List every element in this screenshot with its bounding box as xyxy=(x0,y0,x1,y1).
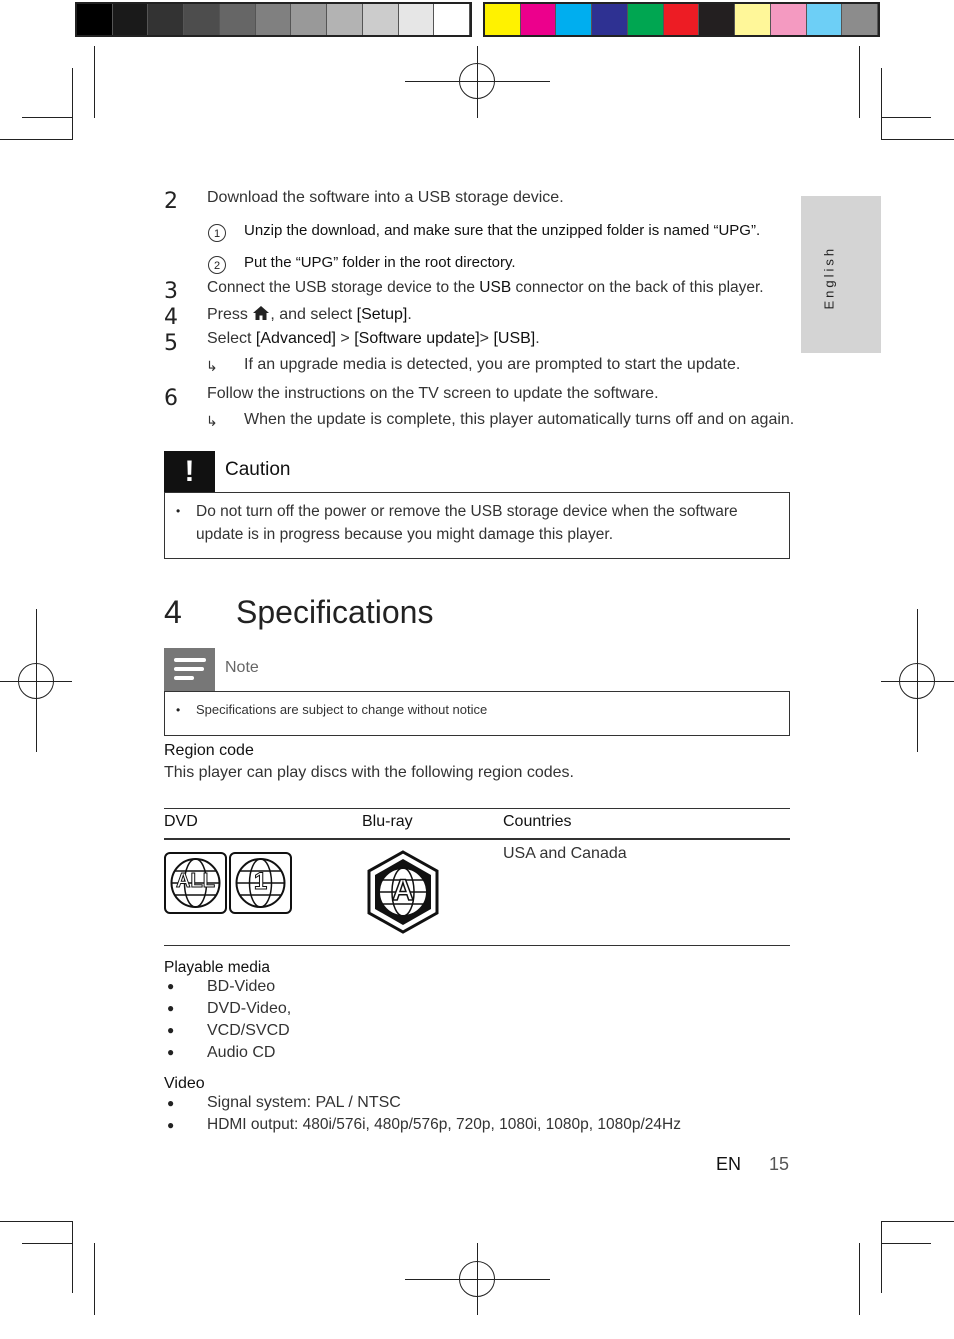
result-arrow-icon: ↳ xyxy=(206,413,218,429)
gray-swatch xyxy=(148,4,184,35)
color-swatch xyxy=(485,4,521,35)
note-title: Note xyxy=(225,659,259,676)
note-icon xyxy=(164,648,215,691)
table-header-rule xyxy=(164,838,790,840)
bluray-region-a-icon: A xyxy=(366,850,440,934)
list-item: BD-Video xyxy=(207,978,276,995)
gray-swatch xyxy=(434,4,470,35)
color-swatch xyxy=(628,4,664,35)
color-swatch xyxy=(521,4,557,35)
region-heading: Region code xyxy=(164,742,254,759)
section-number: 4 xyxy=(164,594,182,630)
step-text: Press , and select [Setup]. xyxy=(207,306,412,323)
gray-swatch xyxy=(363,4,399,35)
region-description: This player can play discs with the following region codes. xyxy=(164,764,574,781)
country-cell: USA and Canada xyxy=(503,845,627,862)
list-item: Signal system: PAL / NTSC xyxy=(207,1094,401,1111)
bullet-icon: • xyxy=(176,504,181,518)
color-swatch xyxy=(699,4,735,35)
color-swatch xyxy=(807,4,843,35)
color-swatch xyxy=(771,4,807,35)
gray-swatch-bar xyxy=(75,2,472,37)
bullet-icon: • xyxy=(176,703,181,717)
step-number: 4 xyxy=(164,305,178,330)
result-arrow-icon: ↳ xyxy=(206,358,218,374)
section-title: Specifications xyxy=(236,594,434,630)
bullet-icon: ● xyxy=(167,1001,175,1015)
step-number: 6 xyxy=(164,386,178,411)
step-number: 2 xyxy=(164,189,178,214)
step-text: Connect the USB storage device to the USB connector on the back of this player. xyxy=(207,279,764,296)
color-swatch xyxy=(664,4,700,35)
step-text: Follow the instructions on the TV screen to update the software. xyxy=(207,385,659,402)
list-item: Audio CD xyxy=(207,1044,276,1061)
bullet-icon: ● xyxy=(167,1023,175,1037)
step-text: Download the software into a USB storage device. xyxy=(207,189,564,206)
caution-text-line: update is in progress because you might damage this player. xyxy=(196,526,614,543)
caution-title: Caution xyxy=(225,459,291,480)
home-icon xyxy=(252,305,270,321)
dvd-region-all-icon: ALL xyxy=(164,852,227,914)
dvd-region-1-icon: 1 xyxy=(229,852,292,914)
list-item: HDMI output: 480i/576i, 480p/576p, 720p, 1080i, 1080p, 1080p/24Hz xyxy=(207,1116,681,1133)
color-swatch xyxy=(735,4,771,35)
bullet-icon: ● xyxy=(167,1096,175,1110)
language-tab-label: English xyxy=(821,245,837,310)
bullet-icon: ● xyxy=(167,1118,175,1132)
step-text: Select [Advanced] > [Software update]> [USB]. xyxy=(207,330,540,347)
substep-text: Put the “UPG” folder in the root directory. xyxy=(244,254,516,271)
color-swatch xyxy=(556,4,592,35)
list-item: VCD/SVCD xyxy=(207,1022,290,1039)
note-text: Specifications are subject to change without notice xyxy=(196,702,488,717)
language-tab xyxy=(801,196,881,353)
substep-number: 2 xyxy=(208,256,226,274)
gray-swatch xyxy=(327,4,363,35)
table-bottom-rule xyxy=(164,945,790,946)
gray-swatch xyxy=(220,4,256,35)
table-header-bluray: Blu-ray xyxy=(362,813,413,830)
table-header-countries: Countries xyxy=(503,813,572,830)
step-number: 3 xyxy=(164,279,178,304)
color-swatch-bar xyxy=(483,2,880,37)
playable-heading: Playable media xyxy=(164,959,270,976)
gray-swatch xyxy=(77,4,113,35)
gray-swatch xyxy=(256,4,292,35)
bullet-icon: ● xyxy=(167,979,175,993)
gray-swatch xyxy=(184,4,220,35)
caution-icon: ! xyxy=(164,451,215,492)
gray-swatch xyxy=(113,4,149,35)
color-swatch xyxy=(592,4,628,35)
color-swatch xyxy=(842,4,878,35)
bullet-icon: ● xyxy=(167,1045,175,1059)
page-number: 15 xyxy=(769,1154,790,1174)
list-item: DVD-Video, xyxy=(207,1000,292,1017)
result-text: If an upgrade media is detected, you are prompted to start the update. xyxy=(244,356,741,373)
gray-swatch xyxy=(291,4,327,35)
caution-text-line: Do not turn off the power or remove the USB storage device when the software xyxy=(196,503,738,520)
table-top-rule xyxy=(164,808,790,809)
step-number: 5 xyxy=(164,331,178,356)
footer-language: EN xyxy=(716,1154,742,1174)
substep-text: Unzip the download, and make sure that the unzipped folder is named “UPG”. xyxy=(244,222,761,239)
gray-swatch xyxy=(399,4,435,35)
video-heading: Video xyxy=(164,1075,205,1092)
result-text: When the update is complete, this player automatically turns off and on again. xyxy=(244,411,795,428)
table-header-dvd: DVD xyxy=(164,813,198,830)
substep-number: 1 xyxy=(208,224,226,242)
